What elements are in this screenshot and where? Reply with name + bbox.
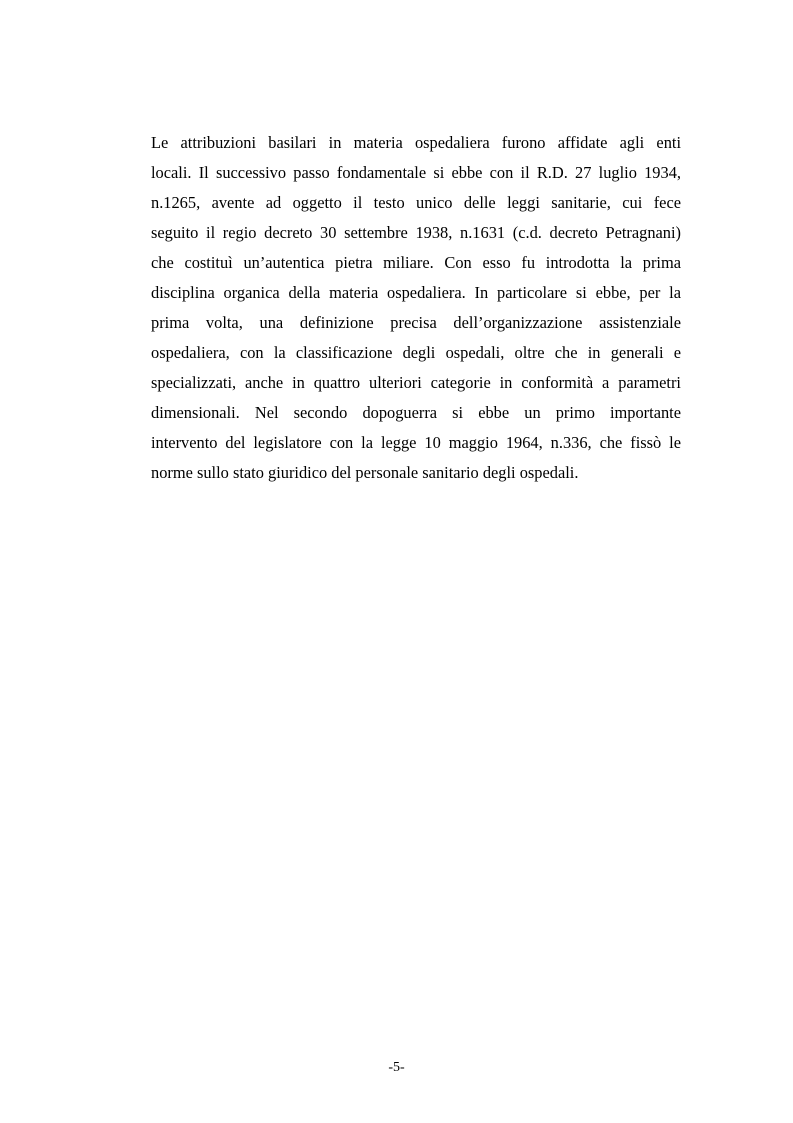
paragraph-line: seguito il regio decreto 30 settembre 1938, n.1631 (c.d. decreto Petragnani)	[151, 223, 681, 242]
paragraph-line: Le attribuzioni basilari in materia ospedaliera furono affidate agli enti	[151, 133, 681, 152]
paragraph-line: ospedaliera, con la classificazione degli ospedali, oltre che in generali e	[151, 343, 681, 362]
paragraph-line: intervento del legislatore con la legge 10 maggio 1964, n.336, che fissò le	[151, 433, 681, 452]
paragraph-line: n.1265, avente ad oggetto il testo unico delle leggi sanitarie, cui fece	[151, 193, 681, 212]
paragraph-line: locali. Il successivo passo fondamentale si ebbe con il R.D. 27 luglio 1934,	[151, 163, 681, 182]
paragraph-line: che costituì un’autentica pietra miliare. Con esso fu introdotta la prima	[151, 253, 681, 272]
paragraph-line: dimensionali. Nel secondo dopoguerra si ebbe un primo importante	[151, 403, 681, 422]
paragraph-line: disciplina organica della materia ospedaliera. In particolare si ebbe, per la	[151, 283, 681, 302]
paragraph-line: norme sullo stato giuridico del personale sanitario degli ospedali.	[151, 463, 579, 482]
paragraph-line: specializzati, anche in quattro ulteriori categorie in conformità a parametri	[151, 373, 681, 392]
paragraph-line: prima volta, una definizione precisa dell’organizzazione assistenziale	[151, 313, 681, 332]
body-paragraph	[151, 128, 681, 488]
page-number: -5-	[388, 1060, 405, 1075]
